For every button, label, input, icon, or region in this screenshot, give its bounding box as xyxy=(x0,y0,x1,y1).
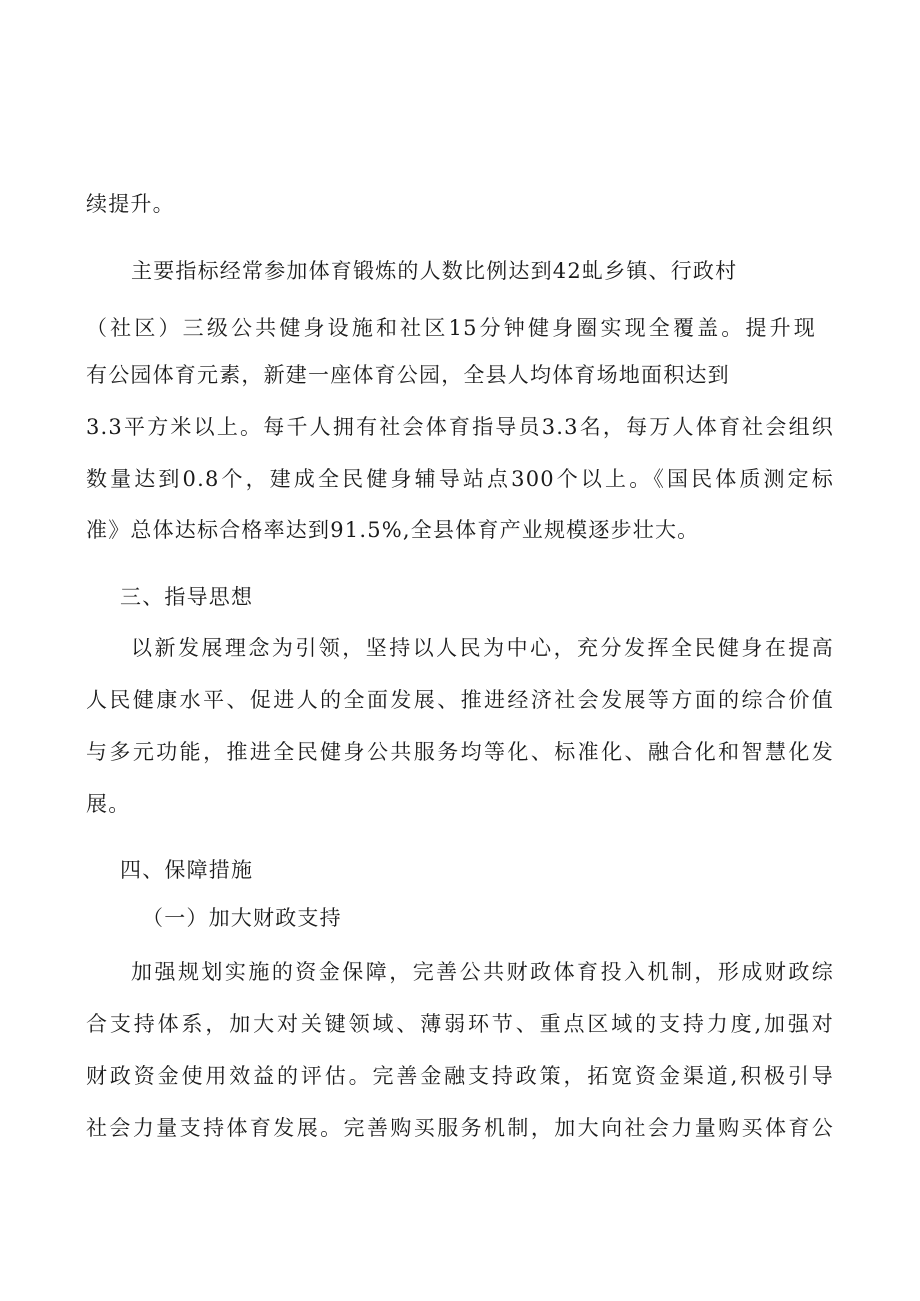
section-3-line-4: 展。 xyxy=(86,792,131,816)
indicators-line-2: （社区）三级公共健身设施和社区15分钟健身圈实现全覆盖。提升现 xyxy=(86,316,816,340)
section-4-subheading: （一）加大财政支持 xyxy=(142,906,342,930)
section-3-line-1: 以新发展理念为引领，坚持以人民为中心，充分发挥全民健身在提高 xyxy=(131,636,834,660)
section-4-heading: 四、保障措施 xyxy=(120,858,254,882)
section-4-line-3: 财政资金使用效益的评估。完善金融支持政策，拓宽资金渠道,积极引导 xyxy=(86,1064,834,1088)
indicators-line-3: 有公园体育元素，新建一座体育公园，全县人均体育场地面积达到 xyxy=(86,363,730,387)
indicators-line-5: 数量达到0.8个，建成全民健身辅导站点300个以上。《国民体质测定标 xyxy=(86,467,834,491)
indicators-line-4: 3.3平方米以上。每千人拥有社会体育指导员3.3名，每万人体育社会组织 xyxy=(86,415,834,439)
section-4-line-1: 加强规划实施的资金保障，完善公共财政体育投入机制，形成财政综 xyxy=(131,960,834,984)
indicators-line-1: 主要指标经常参加体育锻炼的人数比例达到42虬乡镇、行政村 xyxy=(131,259,738,283)
indicators-line-6: 准》总体达标合格率达到91.5%,全县体育产业规模逐步壮大。 xyxy=(86,518,700,542)
section-3-line-2: 人民健康水平、促进人的全面发展、推进经济社会发展等方面的综合价值 xyxy=(86,688,834,712)
section-3-heading: 三、指导思想 xyxy=(120,585,254,609)
section-4-line-4: 社会力量支持体育发展。完善购买服务机制，加大向社会力量购买体育公 xyxy=(86,1116,834,1140)
continuation-text: 续提升。 xyxy=(86,192,175,216)
section-3-line-3: 与多元功能，推进全民健身公共服务均等化、标准化、融合化和智慧化发 xyxy=(86,740,834,764)
section-4-line-2: 合支持体系，加大对关键领域、薄弱环节、重点区域的支持力度,加强对 xyxy=(86,1012,834,1036)
